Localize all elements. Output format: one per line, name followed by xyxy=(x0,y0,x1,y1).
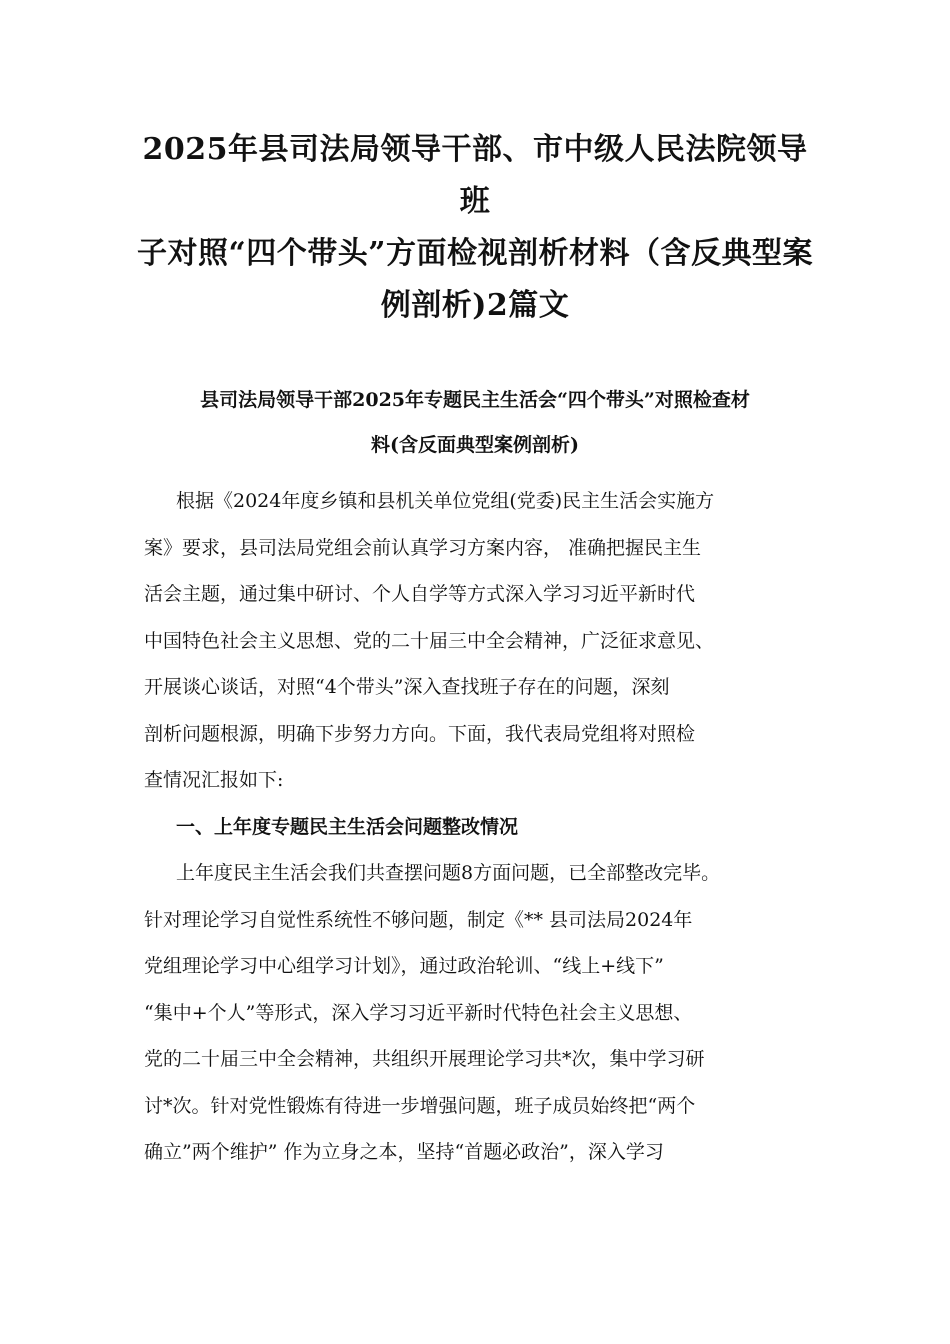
section-heading: 一、上年度专题民主生活会问题整改情况 xyxy=(176,815,519,838)
document-title xyxy=(130,124,820,332)
title-line: 2025年县司法局领导干部、市中级人民法院领导班 xyxy=(142,132,808,219)
paragraph-line: “集中+个人”等形式，深入学习习近平新时代特色社会主义思想、 xyxy=(144,1001,693,1024)
subtitle-line: 县司法局领导干部2025年专题民主生活会“四个带头”对照检查材 xyxy=(200,389,750,411)
paragraph-line: 上年度民主生活会我们共查摆问题8方面问题，已全部整改完毕。 xyxy=(176,862,721,884)
section-subtitle xyxy=(140,378,810,468)
paragraph-line: 党组理论学习中心组学习计划》，通过政治轮训、“线上+线下” xyxy=(144,955,664,977)
paragraph-line: 根据《2024年度乡镇和县机关单位党组(党委)民主生活会实施方 xyxy=(176,490,715,512)
paragraph-line: 查情况汇报如下: xyxy=(144,769,284,791)
paragraph-line: 活会主题，通过集中研讨、个人自学等方式深入学习习近平新时代 xyxy=(144,583,696,605)
document-body xyxy=(144,478,820,1176)
paragraph-line: 中国特色社会主义思想、党的二十届三中全会精神，广泛征求意见、 xyxy=(144,629,715,652)
paragraph-line: 党的二十届三中全会精神，共组织开展理论学习共*次，集中学习研 xyxy=(144,1048,705,1070)
paragraph-line: 案》要求，县司法局党组会前认真学习方案内容， 准确把握民主生 xyxy=(144,536,702,559)
paragraph-line: 开展谈心谈话，对照“4个带头”深入查找班子存在的问题，深刻 xyxy=(144,676,670,698)
paragraph-line: 确立”两个维护” 作为立身之本，坚持“首题必政治”，深入学习 xyxy=(144,1141,664,1163)
paragraph-line: 讨*次。针对党性锻炼有待进一步增强问题，班子成员始终把“两个 xyxy=(144,1094,696,1117)
paragraph-line: 剖析问题根源，明确下步努力方向。下面，我代表局党组将对照检 xyxy=(144,722,696,745)
subtitle-line: 料(含反面典型案例剖析) xyxy=(371,434,579,456)
title-line: 例剖析)2篇文 xyxy=(380,288,570,323)
title-line: 子对照“四个带头”方面检视剖析材料（含反典型案 xyxy=(136,236,813,271)
paragraph-line: 针对理论学习自觉性系统性不够问题，制定《** 县司法局2024年 xyxy=(144,908,693,931)
